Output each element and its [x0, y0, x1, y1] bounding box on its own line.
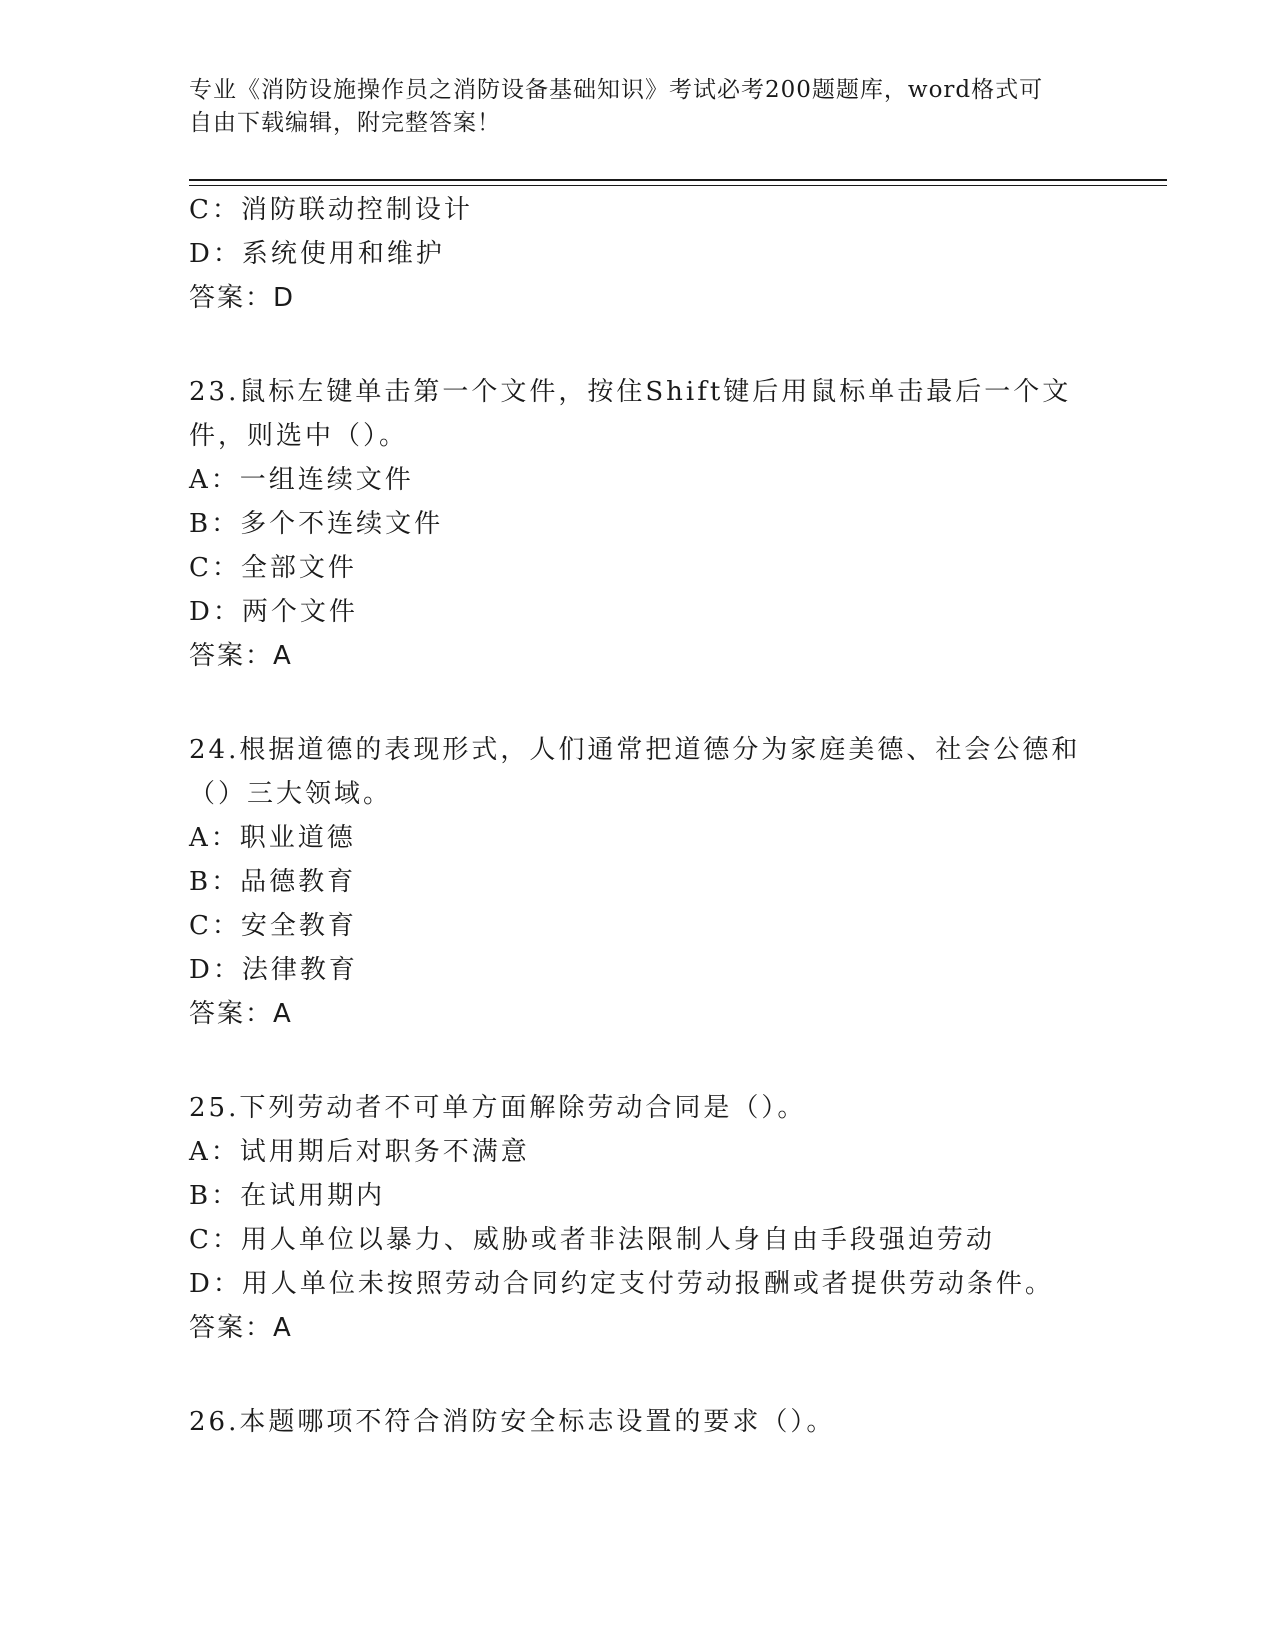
q23-stem-line-2: 件，则选中（）。 [189, 421, 409, 451]
q25-stem: 25.下列劳动者不可单方面解除劳动合同是（）。 [189, 1093, 807, 1123]
q24-option-d: D：法律教育 [189, 955, 358, 985]
q25-option-a: A：试用期后对职务不满意 [189, 1137, 530, 1167]
header-divider [189, 179, 1167, 186]
q22-option-d: D：系统使用和维护 [189, 239, 445, 269]
q22-answer: 答案：D [189, 283, 296, 313]
q23-option-a: A：一组连续文件 [189, 465, 414, 495]
q26-stem: 26.本题哪项不符合消防安全标志设置的要求（）。 [189, 1407, 836, 1437]
q23-option-c: C：全部文件 [189, 553, 357, 583]
q24-option-a: A：职业道德 [189, 823, 356, 853]
q24-option-c: C：安全教育 [189, 911, 357, 941]
q22-option-c: C：消防联动控制设计 [189, 195, 473, 225]
q25-option-d: D：用人单位未按照劳动合同约定支付劳动报酬或者提供劳动条件。 [189, 1269, 1054, 1299]
header-line-1: 专业《消防设施操作员之消防设备基础知识》考试必考200题题库，word格式可 [189, 77, 1044, 103]
q25-option-c: C：用人单位以暴力、威胁或者非法限制人身自由手段强迫劳动 [189, 1225, 995, 1255]
q25-answer: 答案：A [189, 1313, 293, 1343]
q23-stem-line-1: 23.鼠标左键单击第一个文件，按住Shift键后用鼠标单击最后一个文 [189, 377, 1072, 407]
q24-answer: 答案：A [189, 999, 293, 1029]
q23-option-d: D：两个文件 [189, 597, 358, 627]
q24-option-b: B：品德教育 [189, 867, 357, 897]
q25-option-b: B：在试用期内 [189, 1181, 386, 1211]
q24-stem-line-2: （）三大领域。 [189, 779, 393, 809]
q23-answer: 答案：A [189, 641, 293, 671]
header-line-2: 自由下载编辑，附完整答案！ [189, 110, 501, 136]
q23-option-b: B：多个不连续文件 [189, 509, 444, 539]
document-header [189, 74, 1069, 140]
q24-stem-line-1: 24.根据道德的表现形式，人们通常把道德分为家庭美德、社会公德和 [189, 735, 1081, 765]
